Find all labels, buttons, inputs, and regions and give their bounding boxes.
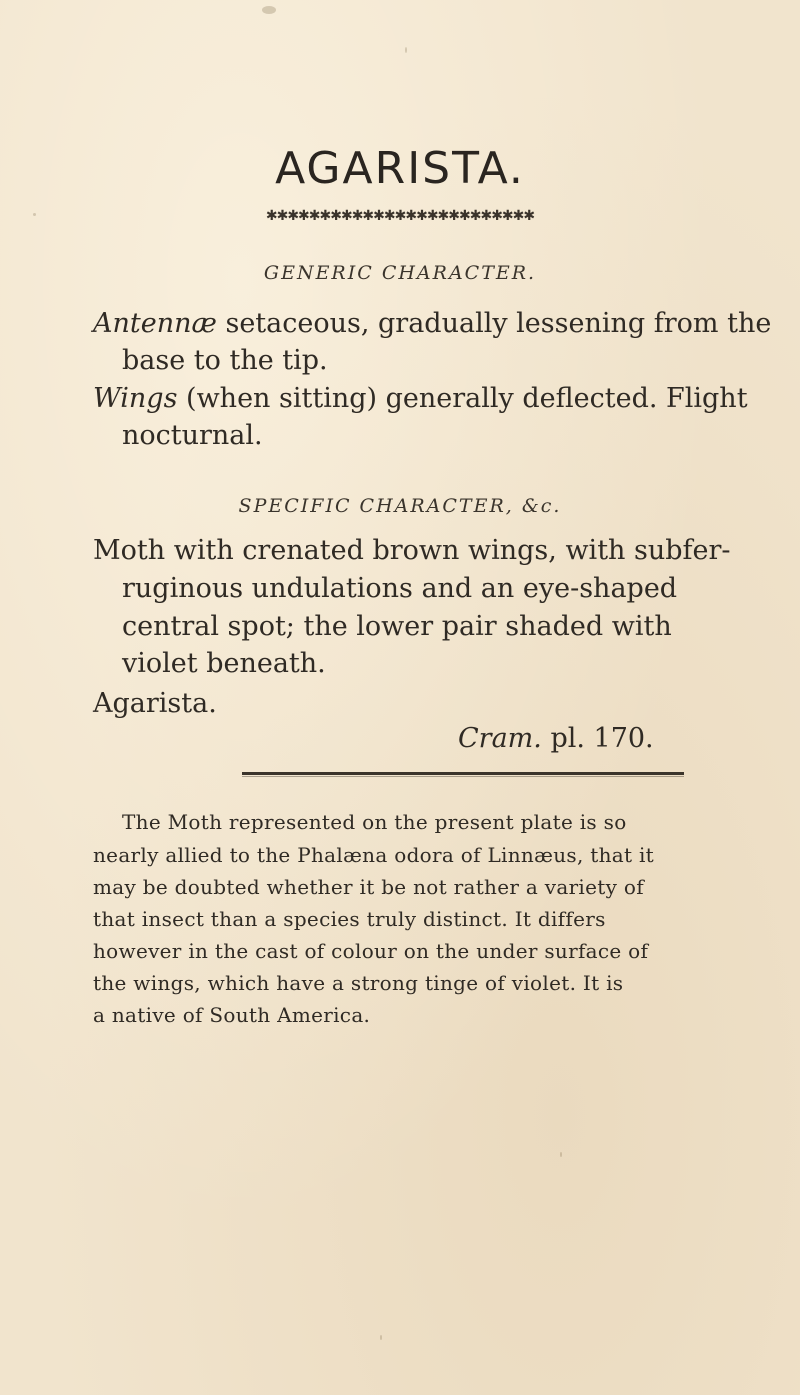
specific-line-4: violet beneath.: [122, 648, 326, 679]
specific-line-3: central spot; the lower pair shaded with: [122, 611, 672, 642]
term-wings: Wings: [93, 383, 178, 414]
generic-line-4-text: nocturnal.: [122, 420, 263, 451]
description-line-3: may be doubted whether it be not rather a variety of: [93, 875, 644, 899]
section-divider-shadow: [242, 776, 684, 777]
specific-line-2: ruginous undulations and an eye-shaped: [122, 573, 678, 604]
generic-line-2-text: base to the tip.: [122, 345, 328, 376]
reference: [458, 723, 654, 754]
star-ornament: ✱✱✱✱✱✱✱✱✱✱✱✱✱✱✱✱✱✱✱✱✱✱✱✱✱: [265, 208, 535, 224]
description-line-1: The Moth represented on the present plate is so: [122, 810, 627, 834]
reference-author: Cram.: [458, 723, 542, 754]
description-line-5: however in the cast of colour on the under surface of: [93, 939, 649, 963]
description-line-6: the wings, which have a strong tinge of violet. It is: [93, 971, 624, 995]
generic-line-2: [122, 345, 328, 376]
section-divider: [242, 772, 684, 775]
description-line-4: that insect than a species truly distinct. It differs: [93, 907, 606, 931]
generic-line-1: [93, 308, 771, 339]
paper-fleck: [33, 213, 36, 216]
generic-line-3-text: (when sitting) generally deflected. Flight: [177, 383, 748, 414]
generic-character-heading: GENERIC CHARACTER.: [263, 262, 537, 284]
term-antennae: Antennæ: [93, 308, 217, 339]
paper-fleck: [380, 1335, 382, 1340]
specific-character-heading: SPECIFIC CHARACTER, &c.: [238, 495, 562, 517]
paper-fleck: [405, 47, 407, 53]
specific-line-1: Moth with crenated brown wings, with subfer-: [93, 535, 731, 566]
generic-line-1-text: setaceous, gradually lessening from the: [216, 308, 772, 339]
page-title: AGARISTA.: [275, 143, 525, 194]
description-line-2: nearly allied to the Phalæna odora of Linnæus, that it: [93, 843, 655, 867]
generic-line-3: [93, 383, 748, 414]
synonym: Agarista.: [93, 688, 217, 719]
reference-plate: pl. 170.: [541, 723, 654, 754]
paper-fleck: [560, 1152, 562, 1157]
generic-line-4: [122, 420, 263, 451]
description-line-7: a native of South America.: [93, 1003, 371, 1027]
paper-fleck: [262, 6, 276, 14]
